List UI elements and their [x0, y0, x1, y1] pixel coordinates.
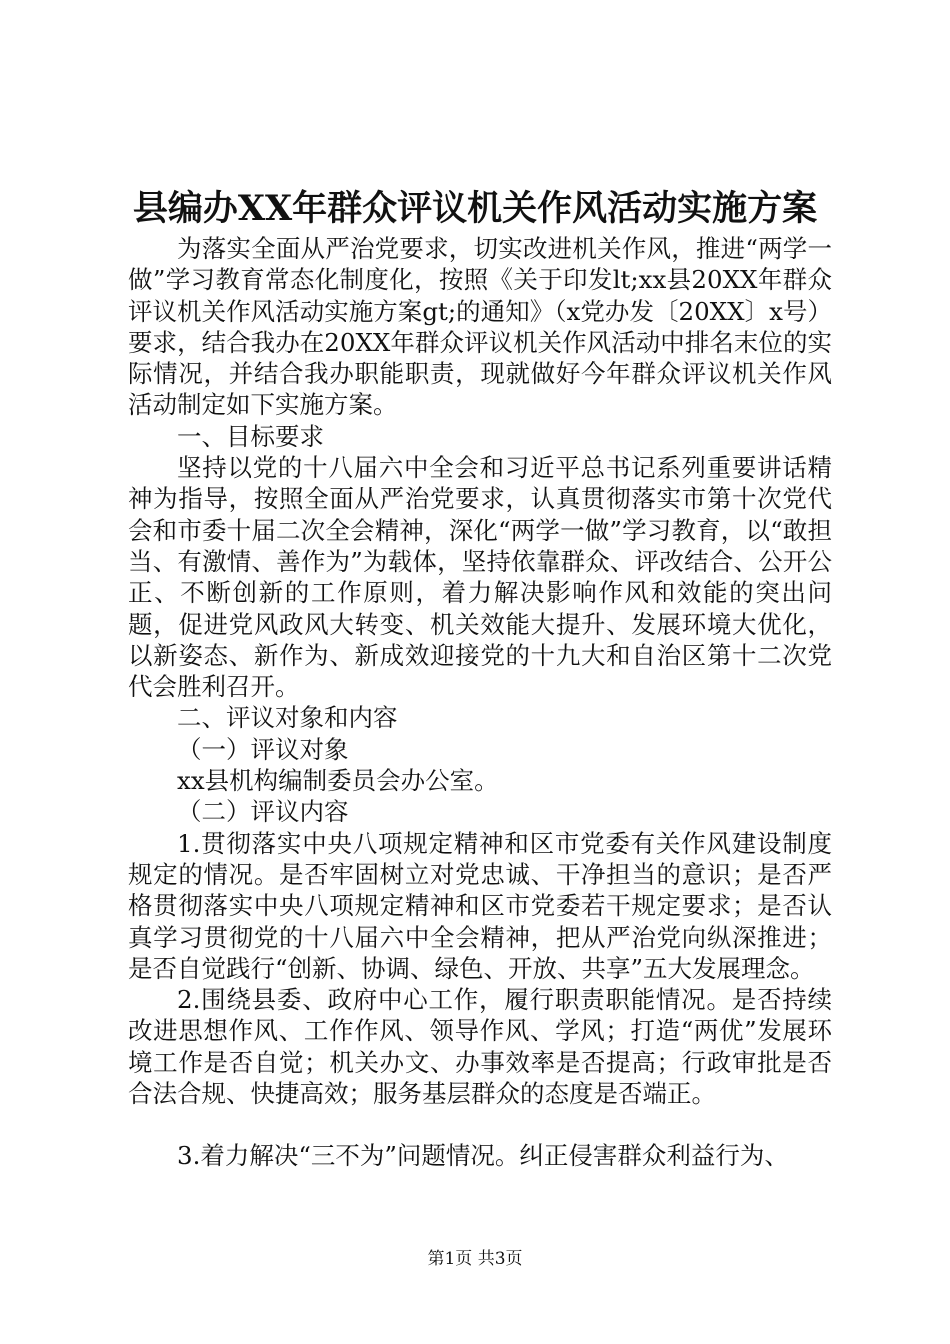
section-heading-evaluation: 二、评议对象和内容	[177, 703, 398, 733]
paragraph-gap	[128, 1109, 832, 1140]
content-item-3: 3.着力解决“三不为”问题情况。纠正侵害群众利益行为、	[177, 1141, 789, 1171]
page-number: 第1页 共3页	[427, 1249, 523, 1269]
subheading-evaluation-target: （一）评议对象	[177, 734, 349, 764]
subheading-evaluation-content: （二）评议内容	[177, 797, 349, 827]
document-body	[128, 233, 832, 1172]
document-title: 县编办XX年群众评议机关作风活动实施方案	[132, 188, 818, 229]
goals-paragraph: 坚持以党的十八届六中全会和习近平总书记系列重要讲话精神为指导，按照全面从严治党要求，认真贯彻落实市第十次党代会和市委十届二次全会精神，深化“两学一做”学习教育，以“敢担当、有激情、善作为”为载体，坚持依靠群众、评改结合、公开公正、不断创新的工作原则，着力解决影响作风和效能的突出问题，促进党风政风大转变、机关效能大提升、发展环境大优化，以新姿态、新作为、新成效迎接党的十九大和自治区第十二次党代会胜利召开。	[128, 453, 832, 702]
content-item-2: 2.围绕县委、政府中心工作，履行职责职能情况。是否持续改进思想作风、工作作风、领导作风、学风；打造“两优”发展环境工作是否自觉；机关办文、办事效率是否提高；行政审批是否合法合规、快捷高效；服务基层群众的态度是否端正。	[128, 985, 832, 1109]
content-item-1: 1.贯彻落实中央八项规定精神和区市党委有关作风建设制度规定的情况。是否牢固树立对党忠诚、干净担当的意识；是否严格贯彻落实中央八项规定精神和区市党委若干规定要求；是否认真学习贯彻党的十八届六中全会精神，把从严治党向纵深推进；是否自觉践行“创新、协调、绿色、开放、共享”五大发展理念。	[128, 828, 832, 983]
intro-paragraph: 为落实全面从严治党要求，切实改进机关作风，推进“两学一做”学习教育常态化制度化，按照《关于印发lt;xx县20XX年群众评议机关作风活动实施方案gt;的通知》（x党办发〔20XX〕x号）要求，结合我办在20XX年群众评议机关作风活动中排名末位的实际情况，并结合我办职能职责，现就做好今年群众评议机关作风活动制定如下实施方案。	[128, 234, 832, 420]
evaluation-target-text: xx县机构编制委员会办公室。	[177, 766, 499, 796]
section-heading-goals: 一、目标要求	[177, 421, 324, 451]
